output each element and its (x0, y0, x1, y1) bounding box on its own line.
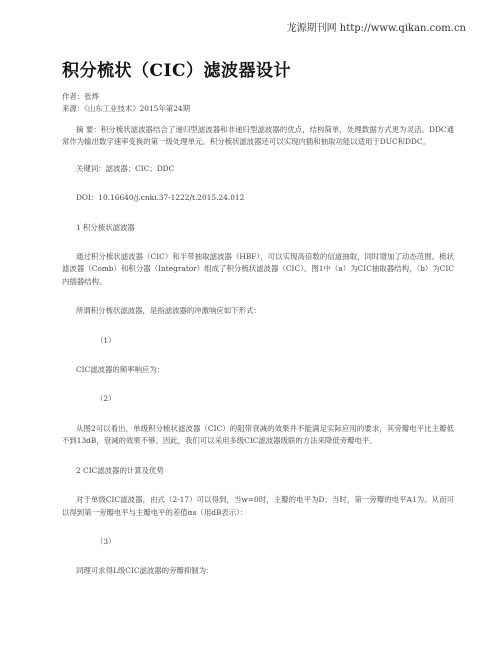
section-1-heading: 1 积分梳状滤波器 (76, 222, 135, 232)
frequency-response-intro: CIC滤波器的频率响应为： (76, 365, 165, 375)
keywords-line: 关键词：滤波器；CIC；DDC (76, 163, 175, 173)
abstract-paragraph: 摘 要：积分梳状滤波器结合了递归型滤波器和非递归型滤波器的优点，结构简单，处理数据方式更为灵活。DDC通常作为输出数字速率变换的第一级处理单元。积分梳状滤波器还可以实现内插和抽取功能以适用于DUC和DDC。 (62, 125, 454, 147)
article-body (62, 56, 454, 578)
article-author: 作者：张烨 (62, 92, 99, 101)
equation-3-label: （3） (96, 536, 116, 546)
doi-line: DOI：10.16640/j.cnki.37-1222/t.2015.24.012 (76, 193, 245, 203)
site-header[interactable]: 龙源期刊网 http://www.qikan.com.cn (286, 23, 466, 34)
equation-1-label: （1） (96, 335, 116, 345)
article-source: 来源：《山东工业技术》2015年第24期 (62, 104, 190, 113)
section-1-paragraph: 通过积分梳状滤波器（CIC）和半带抽取滤波器（HBF），可以实现高倍数的信道抽取，同时增加了动态范围。梳状滤波器（Comb）和积分器（Integrator）组成了积分梳状滤波器（CIC）。图1中（a）为CIC抽取器结构，（b）为CIC内插器结构。 (62, 252, 454, 286)
cascade-intro: 同理可求得L级CIC滤波器的旁瓣抑制为： (76, 566, 214, 576)
section-1-paragraph-2: 从图2可以看出，单级积分梳状滤波器（CIC）的阻带衰减的效果并不能满足实际应用的要求，其旁瓣电平比主瓣低不到13dB，衰减的效果不够。因此，我们可以采用多级CIC滤波器级联的方法来降低旁瓣电平。 (62, 423, 454, 446)
equation-2-label: （2） (96, 394, 116, 404)
section-2-heading: 2 CIC滤波器的计算及优势 (76, 465, 164, 475)
section-2-paragraph: 对于单级CIC滤波器，由式（2-17）可以得到，当w=0时，主瓣的电平为D；当时，第一旁瓣的电平A1为。从而可以得到第一旁瓣电平与主瓣电平的差值αs（用dB表示）： (62, 495, 454, 517)
impulse-response-intro: 所谓积分梳状滤波器，是指滤波器的冲激响应如下形式： (76, 306, 261, 316)
page-title: 积分梳状（CIC）滤波器设计 (62, 61, 292, 81)
